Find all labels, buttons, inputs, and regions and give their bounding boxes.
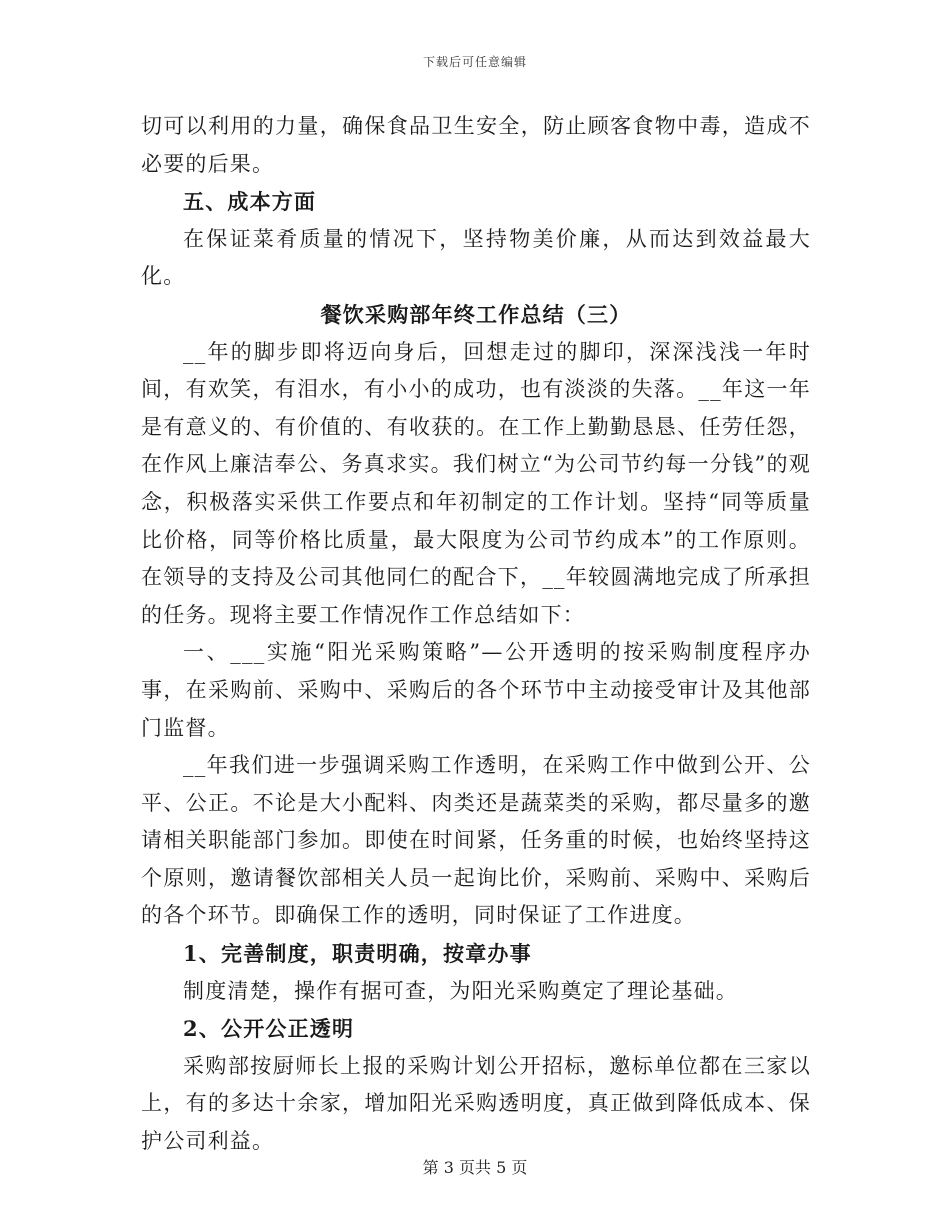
page-header: 下载后可任意编辑 xyxy=(422,55,527,69)
subheading-openness: 2、公开公正透明 xyxy=(183,1016,355,1042)
page-footer: 第 3 页共 5 页 xyxy=(422,1158,528,1177)
paragraph-intro: __年的脚步即将迈向身后，回想走过的脚印，深深浅浅一年时间，有欢笑，有泪水，有小小的成功，也有淡淡的失落。__年这一年是有意义的、有价值的、有收获的。在工作上勤勤恳恳、任劳任怨，在作风上廉洁奉公、务真求实。我们树立“为公司节约每一分钱”的观念，积极落实采供工作要点和年初制定的工作计划。坚持“同等质量比价格，同等价格比质量，最大限度为公司节约成本”的工作原则。在领导的支持及公司其他同仁的配合下，__年较圆满地完成了所承担的任务。现将主要工作情况作工作总结如下： xyxy=(141,339,811,627)
document-body xyxy=(141,108,811,1161)
paragraph-cost: 在保证菜肴质量的情况下，坚持物美价廉，从而达到效益最大化。 xyxy=(141,226,811,289)
paragraph-bidding: 采购部按厨师长上报的采购计划公开招标，邀标单位都在三家以上，有的多达十余家，增加阳光采购透明度，真正做到降低成本、保护公司利益。 xyxy=(141,1053,811,1154)
paragraph-section-one: 一、___实施“阳光采购策略”—公开透明的按采购制度程序办事，在采购前、采购中、采购后的各个环节中主动接受审计及其他部门监督。 xyxy=(141,640,811,740)
paragraph-transparency: __年我们进一步强调采购工作透明，在采购工作中做到公开、公平、公正。不论是大小配料、肉类还是蔬菜类的采购，都尽量多的邀请相关职能部门参加。即使在时间紧，任务重的时候，也始终坚持这个原则，邀请餐饮部相关人员一起询比价，采购前、采购中、采购后的各个环节。即确保工作的透明，同时保证了工作进度。 xyxy=(141,753,811,928)
paragraph-system: 制度清楚，操作有据可查，为阳光采购奠定了理论基础。 xyxy=(183,978,738,1003)
subheading-system: 1、完善制度，职责明确，按章办事 xyxy=(183,941,532,967)
document-title: 餐饮采购部年终工作总结（三） xyxy=(320,301,632,327)
section-heading-cost: 五、成本方面 xyxy=(183,189,317,215)
paragraph-continuation: 切可以利用的力量，确保食品卫生安全，防止顾客食物中毒，造成不必要的后果。 xyxy=(141,114,811,176)
